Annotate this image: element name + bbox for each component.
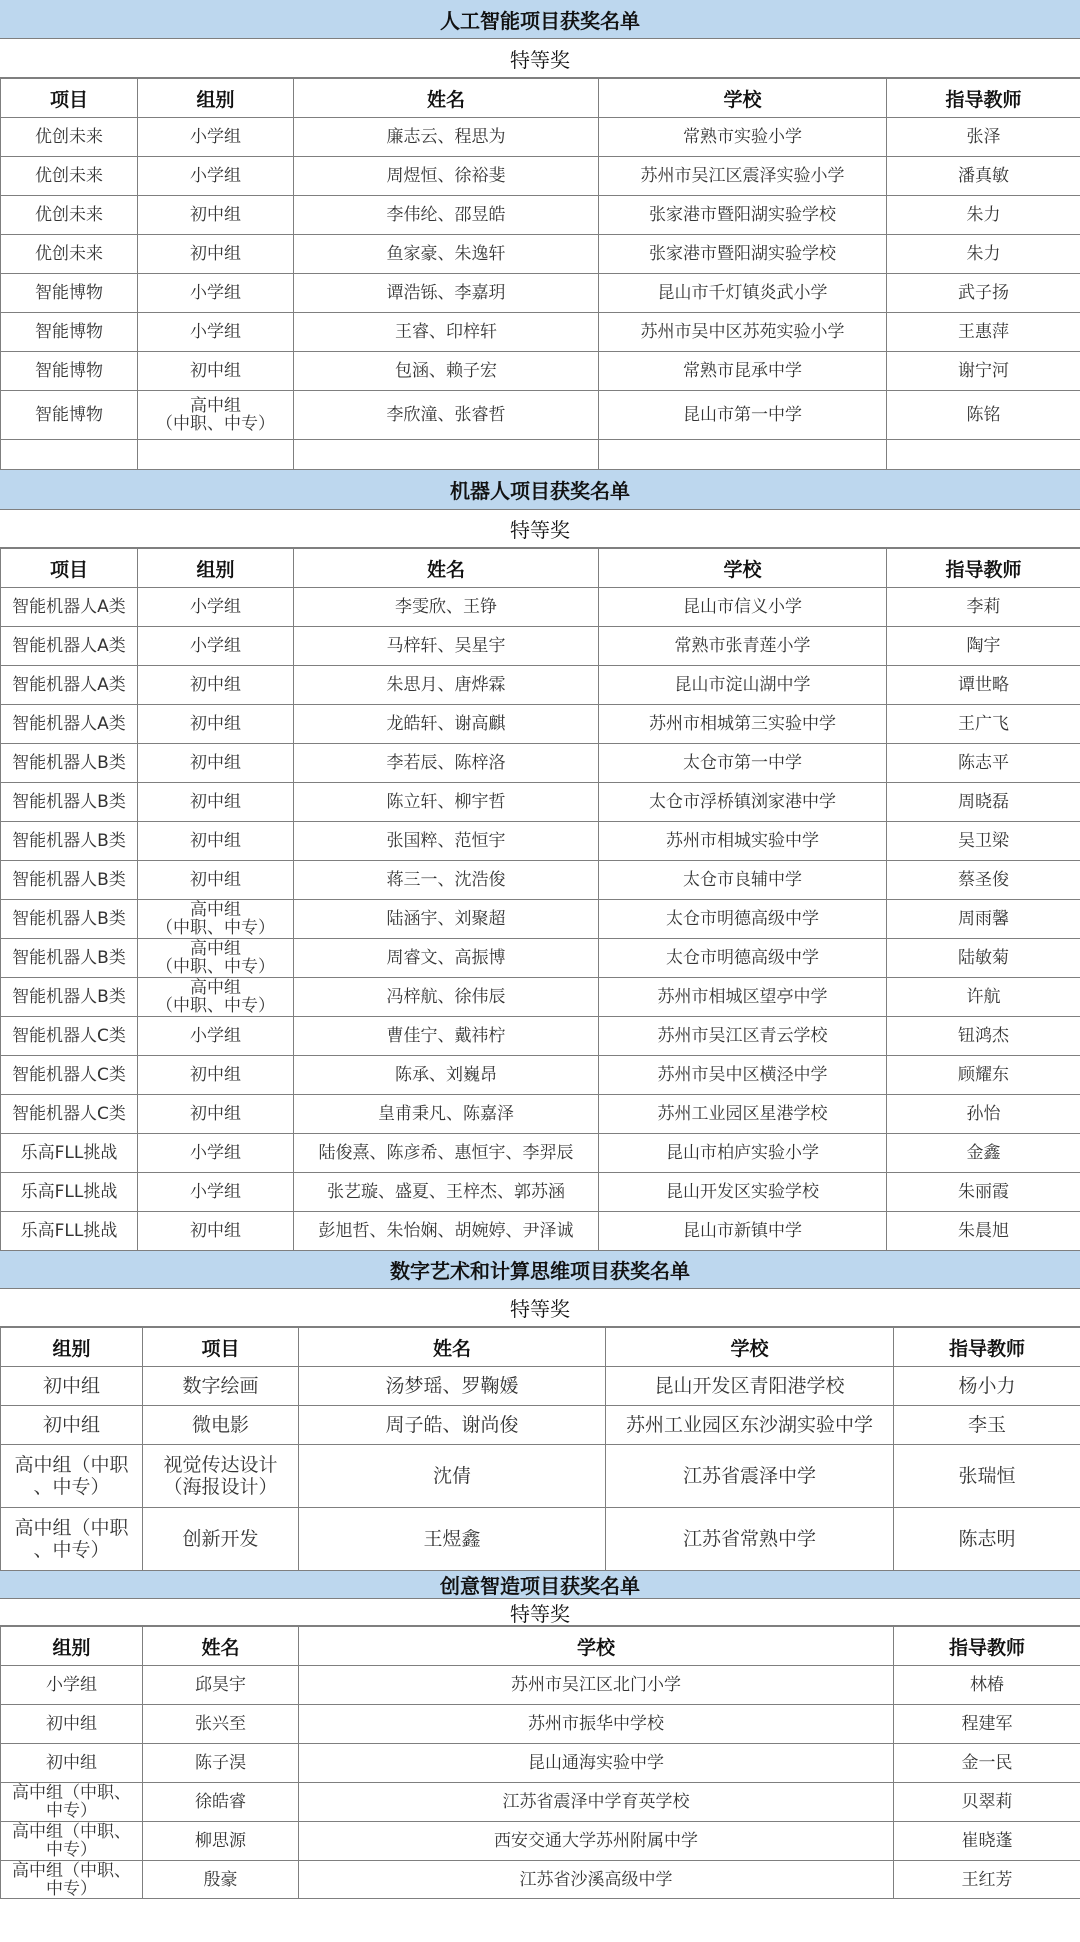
cell-teacher: 杨小力 [894,1367,1080,1406]
cell-teacher: 周晓磊 [887,783,1080,822]
cell-teacher: 金鑫 [887,1134,1080,1173]
cell-name: 陈子淏 [143,1744,299,1783]
table-row [1,1406,1080,1445]
cell-project: 智能博物 [1,313,138,352]
cell-group: 高中组（中职、 中专） [1,1861,143,1899]
cell-group: 小学组 [138,313,294,352]
cell-school: 昆山开发区实验学校 [599,1173,887,1212]
cell-teacher: 张瑞恒 [894,1445,1080,1508]
ai-award-level: 特等奖 [0,39,1080,78]
cell-name: 蒋三一、沈浩俊 [294,861,599,900]
cell-name: 汤梦瑶、罗鞠媛 [299,1367,606,1406]
cell-school: 苏州市振华中学校 [299,1705,894,1744]
cell-school: 太仓市明德高级中学 [599,900,887,939]
cell-teacher: 朱力 [887,235,1080,274]
ai-section-title: 人工智能项目获奖名单 [0,0,1080,39]
table-row [1,1783,1080,1822]
cell-group: 初中组 [138,822,294,861]
cell-project: 优创未来 [1,196,138,235]
column-header-school: 学校 [606,1328,894,1367]
column-header-group: 组别 [138,549,294,588]
cell-group: 高中组 （中职、中专） [138,900,294,939]
cell-group: 高中组 （中职、中专） [138,939,294,978]
cell-name: 周子皓、谢尚俊 [299,1406,606,1445]
table-row [1,900,1080,939]
empty-cell [599,440,887,470]
cell-name: 邱昊宇 [143,1666,299,1705]
table-row [1,274,1080,313]
cell-group: 高中组（中职 、中专） [1,1445,143,1508]
cell-project: 智能机器人A类 [1,627,138,666]
cell-name: 张艺璇、盛夏、王梓杰、郭苏涵 [294,1173,599,1212]
column-header-school: 学校 [599,549,887,588]
cell-project: 智能机器人B类 [1,822,138,861]
table-header-row [1,549,1080,588]
column-header-name: 姓名 [294,79,599,118]
cell-name: 陆涵宇、刘聚超 [294,900,599,939]
table-row [1,1095,1080,1134]
cell-teacher: 谭世略 [887,666,1080,705]
cell-name: 张国粹、范恒宇 [294,822,599,861]
robot-section-title: 机器人项目获奖名单 [0,470,1080,510]
cell-name: 周煜恒、徐裕斐 [294,157,599,196]
cell-project: 创新开发 [143,1508,299,1571]
cell-project: 乐高FLL挑战 [1,1212,138,1251]
table-row [1,1744,1080,1783]
table-row [1,1508,1080,1571]
cell-group: 初中组 [1,1406,143,1445]
cell-school: 江苏省震泽中学 [606,1445,894,1508]
cell-project: 智能博物 [1,274,138,313]
cell-school: 张家港市暨阳湖实验学校 [599,235,887,274]
cell-project: 智能博物 [1,391,138,440]
digital-art-award-level: 特等奖 [0,1289,1080,1327]
cell-group: 高中组 （中职、中专） [138,391,294,440]
table-row [1,627,1080,666]
empty-cell [138,440,294,470]
cell-teacher: 陈志平 [887,744,1080,783]
empty-cell [1,440,138,470]
table-row [1,1861,1080,1899]
cell-teacher: 陆敏菊 [887,939,1080,978]
column-header-project: 项目 [1,79,138,118]
cell-group: 小学组 [138,118,294,157]
column-header-name: 姓名 [299,1328,606,1367]
table-row [1,1017,1080,1056]
cell-group: 初中组 [138,1095,294,1134]
cell-school: 常熟市张青莲小学 [599,627,887,666]
cell-teacher: 孙怡 [887,1095,1080,1134]
cell-project: 智能机器人B类 [1,900,138,939]
cell-teacher: 林椿 [894,1666,1080,1705]
cell-project: 智能机器人C类 [1,1095,138,1134]
cell-project: 智能机器人C类 [1,1017,138,1056]
cell-teacher: 周雨馨 [887,900,1080,939]
robot-award-table [0,548,1080,1251]
cell-group: 小学组 [138,1017,294,1056]
table-row [1,1367,1080,1406]
cell-school: 常熟市实验小学 [599,118,887,157]
cell-name: 朱思月、唐烨霖 [294,666,599,705]
cell-name: 陆俊熹、陈彦希、惠恒宇、李羿辰 [294,1134,599,1173]
table-row [1,1134,1080,1173]
creative-section-title: 创意智造项目获奖名单 [0,1571,1080,1599]
cell-teacher: 陈志明 [894,1508,1080,1571]
cell-name: 鱼家豪、朱逸轩 [294,235,599,274]
cell-school: 苏州工业园区东沙湖实验中学 [606,1406,894,1445]
table-row [1,1705,1080,1744]
cell-project: 智能机器人C类 [1,1056,138,1095]
table-header-row [1,1328,1080,1367]
creative-section [0,1571,1080,1899]
cell-name: 李欣潼、张睿哲 [294,391,599,440]
robot-award-level: 特等奖 [0,510,1080,548]
cell-project: 优创未来 [1,118,138,157]
cell-teacher: 武子扬 [887,274,1080,313]
cell-name: 包涵、赖子宏 [294,352,599,391]
cell-name: 王煜鑫 [299,1508,606,1571]
cell-group: 小学组 [138,157,294,196]
robot-section [0,470,1080,1251]
cell-school: 常熟市昆承中学 [599,352,887,391]
cell-school: 苏州市相城第三实验中学 [599,705,887,744]
cell-school: 苏州市相城区望亭中学 [599,978,887,1017]
cell-name: 张兴至 [143,1705,299,1744]
column-header-project: 项目 [143,1328,299,1367]
cell-school: 昆山市淀山湖中学 [599,666,887,705]
cell-school: 西安交通大学苏州附属中学 [299,1822,894,1861]
cell-project: 乐高FLL挑战 [1,1134,138,1173]
cell-school: 昆山市柏庐实验小学 [599,1134,887,1173]
cell-project: 智能机器人B类 [1,783,138,822]
cell-teacher: 程建军 [894,1705,1080,1744]
cell-school: 昆山市千灯镇炎武小学 [599,274,887,313]
table-row [1,1212,1080,1251]
table-row [1,861,1080,900]
cell-name: 李雯欣、王铮 [294,588,599,627]
cell-name: 柳思源 [143,1822,299,1861]
digital-art-award-table [0,1327,1080,1571]
cell-school: 苏州市吴江区青云学校 [599,1017,887,1056]
cell-project: 智能机器人B类 [1,978,138,1017]
digital-art-section-title: 数字艺术和计算思维项目获奖名单 [0,1251,1080,1289]
cell-school: 昆山市第一中学 [599,391,887,440]
cell-teacher: 吴卫梁 [887,822,1080,861]
column-header-group: 组别 [1,1627,143,1666]
cell-project: 优创未来 [1,157,138,196]
cell-name: 陈立轩、柳宇哲 [294,783,599,822]
cell-teacher: 贝翠莉 [894,1783,1080,1822]
table-row [1,352,1080,391]
cell-group: 初中组 [138,352,294,391]
table-row [1,1056,1080,1095]
cell-teacher: 张泽 [887,118,1080,157]
cell-project: 智能机器人A类 [1,705,138,744]
ai-section [0,0,1080,470]
cell-group: 小学组 [138,274,294,313]
cell-group: 初中组 [138,783,294,822]
cell-project: 智能机器人B类 [1,744,138,783]
cell-name: 周睿文、高振博 [294,939,599,978]
cell-school: 江苏省常熟中学 [606,1508,894,1571]
table-row [1,1822,1080,1861]
cell-school: 江苏省震泽中学育英学校 [299,1783,894,1822]
cell-school: 张家港市暨阳湖实验学校 [599,196,887,235]
column-header-project: 项目 [1,549,138,588]
cell-teacher: 王惠萍 [887,313,1080,352]
cell-name: 王睿、印梓轩 [294,313,599,352]
cell-name: 冯梓航、徐伟辰 [294,978,599,1017]
cell-group: 初中组 [1,1705,143,1744]
column-header-teacher: 指导教师 [894,1627,1080,1666]
cell-teacher: 许航 [887,978,1080,1017]
table-header-row [1,79,1080,118]
cell-school: 苏州市吴中区苏苑实验小学 [599,313,887,352]
cell-group: 初中组 [138,1056,294,1095]
cell-school: 江苏省沙溪高级中学 [299,1861,894,1899]
ai-award-table [0,78,1080,470]
cell-teacher: 王红芳 [894,1861,1080,1899]
cell-group: 小学组 [1,1666,143,1705]
table-row [1,1173,1080,1212]
cell-name: 彭旭哲、朱怡娴、胡婉婷、尹泽诚 [294,1212,599,1251]
table-row [1,588,1080,627]
cell-teacher: 顾耀东 [887,1056,1080,1095]
table-row [1,196,1080,235]
cell-school: 苏州市相城实验中学 [599,822,887,861]
cell-name: 殷豪 [143,1861,299,1899]
cell-teacher: 钮鸿杰 [887,1017,1080,1056]
cell-group: 初中组 [1,1744,143,1783]
cell-school: 苏州市吴中区横泾中学 [599,1056,887,1095]
cell-name: 廉志云、程思为 [294,118,599,157]
cell-name: 李伟纶、邵昱皓 [294,196,599,235]
column-header-name: 姓名 [294,549,599,588]
table-row [1,705,1080,744]
cell-school: 太仓市浮桥镇浏家港中学 [599,783,887,822]
digital-art-section [0,1251,1080,1571]
empty-cell [887,440,1080,470]
cell-group: 初中组 [138,666,294,705]
table-row [1,666,1080,705]
cell-school: 太仓市良辅中学 [599,861,887,900]
column-header-group: 组别 [138,79,294,118]
cell-project: 数字绘画 [143,1367,299,1406]
table-row [1,1666,1080,1705]
cell-group: 初中组 [138,196,294,235]
empty-row [1,440,1080,470]
column-header-name: 姓名 [143,1627,299,1666]
cell-project: 微电影 [143,1406,299,1445]
empty-cell [294,440,599,470]
cell-group: 小学组 [138,1134,294,1173]
cell-teacher: 金一民 [894,1744,1080,1783]
cell-project: 视觉传达设计 （海报设计） [143,1445,299,1508]
cell-teacher: 李玉 [894,1406,1080,1445]
cell-teacher: 蔡圣俊 [887,861,1080,900]
table-header-row [1,1627,1080,1666]
cell-school: 苏州市吴江区震泽实验小学 [599,157,887,196]
cell-project: 优创未来 [1,235,138,274]
cell-name: 沈倩 [299,1445,606,1508]
cell-project: 智能机器人B类 [1,861,138,900]
cell-teacher: 王广飞 [887,705,1080,744]
cell-name: 皇甫秉凡、陈嘉泽 [294,1095,599,1134]
cell-teacher: 崔晓蓬 [894,1822,1080,1861]
cell-name: 李若辰、陈梓洛 [294,744,599,783]
cell-school: 昆山市信义小学 [599,588,887,627]
table-row [1,157,1080,196]
cell-group: 初中组 [138,705,294,744]
cell-school: 苏州市吴江区北门小学 [299,1666,894,1705]
column-header-school: 学校 [599,79,887,118]
table-row [1,978,1080,1017]
cell-teacher: 潘真敏 [887,157,1080,196]
cell-school: 昆山市新镇中学 [599,1212,887,1251]
cell-teacher: 朱丽霞 [887,1173,1080,1212]
cell-school: 太仓市第一中学 [599,744,887,783]
cell-group: 高中组（中职、 中专） [1,1783,143,1822]
creative-award-level: 特等奖 [0,1599,1080,1626]
table-row [1,118,1080,157]
table-row [1,939,1080,978]
cell-group: 高中组 （中职、中专） [138,978,294,1017]
cell-group: 初中组 [138,1212,294,1251]
cell-project: 乐高FLL挑战 [1,1173,138,1212]
cell-teacher: 陶宇 [887,627,1080,666]
cell-name: 陈承、刘巍昂 [294,1056,599,1095]
column-header-teacher: 指导教师 [887,549,1080,588]
cell-project: 智能博物 [1,352,138,391]
cell-group: 初中组 [138,744,294,783]
cell-name: 曹佳宁、戴祎柠 [294,1017,599,1056]
table-row [1,235,1080,274]
table-row [1,313,1080,352]
cell-teacher: 谢宁河 [887,352,1080,391]
cell-group: 初中组 [1,1367,143,1406]
creative-award-table [0,1626,1080,1899]
cell-name: 马梓轩、吴星宇 [294,627,599,666]
cell-group: 小学组 [138,588,294,627]
table-row [1,391,1080,440]
cell-teacher: 朱晨旭 [887,1212,1080,1251]
cell-teacher: 朱力 [887,196,1080,235]
column-header-teacher: 指导教师 [887,79,1080,118]
cell-group: 高中组（中职 、中专） [1,1508,143,1571]
cell-project: 智能机器人B类 [1,939,138,978]
table-row [1,822,1080,861]
cell-school: 太仓市明德高级中学 [599,939,887,978]
cell-school: 昆山开发区青阳港学校 [606,1367,894,1406]
column-header-teacher: 指导教师 [894,1328,1080,1367]
column-header-school: 学校 [299,1627,894,1666]
cell-school: 苏州工业园区星港学校 [599,1095,887,1134]
cell-project: 智能机器人A类 [1,588,138,627]
cell-group: 初中组 [138,861,294,900]
cell-school: 昆山通海实验中学 [299,1744,894,1783]
cell-name: 徐皓睿 [143,1783,299,1822]
table-row [1,744,1080,783]
cell-group: 小学组 [138,627,294,666]
cell-group: 高中组（中职、 中专） [1,1822,143,1861]
cell-teacher: 李莉 [887,588,1080,627]
column-header-group: 组别 [1,1328,143,1367]
cell-name: 谭浩铄、李嘉玥 [294,274,599,313]
cell-teacher: 陈铭 [887,391,1080,440]
cell-group: 初中组 [138,235,294,274]
cell-project: 智能机器人A类 [1,666,138,705]
cell-name: 龙皓轩、谢高麒 [294,705,599,744]
table-row [1,1445,1080,1508]
table-row [1,783,1080,822]
cell-group: 小学组 [138,1173,294,1212]
